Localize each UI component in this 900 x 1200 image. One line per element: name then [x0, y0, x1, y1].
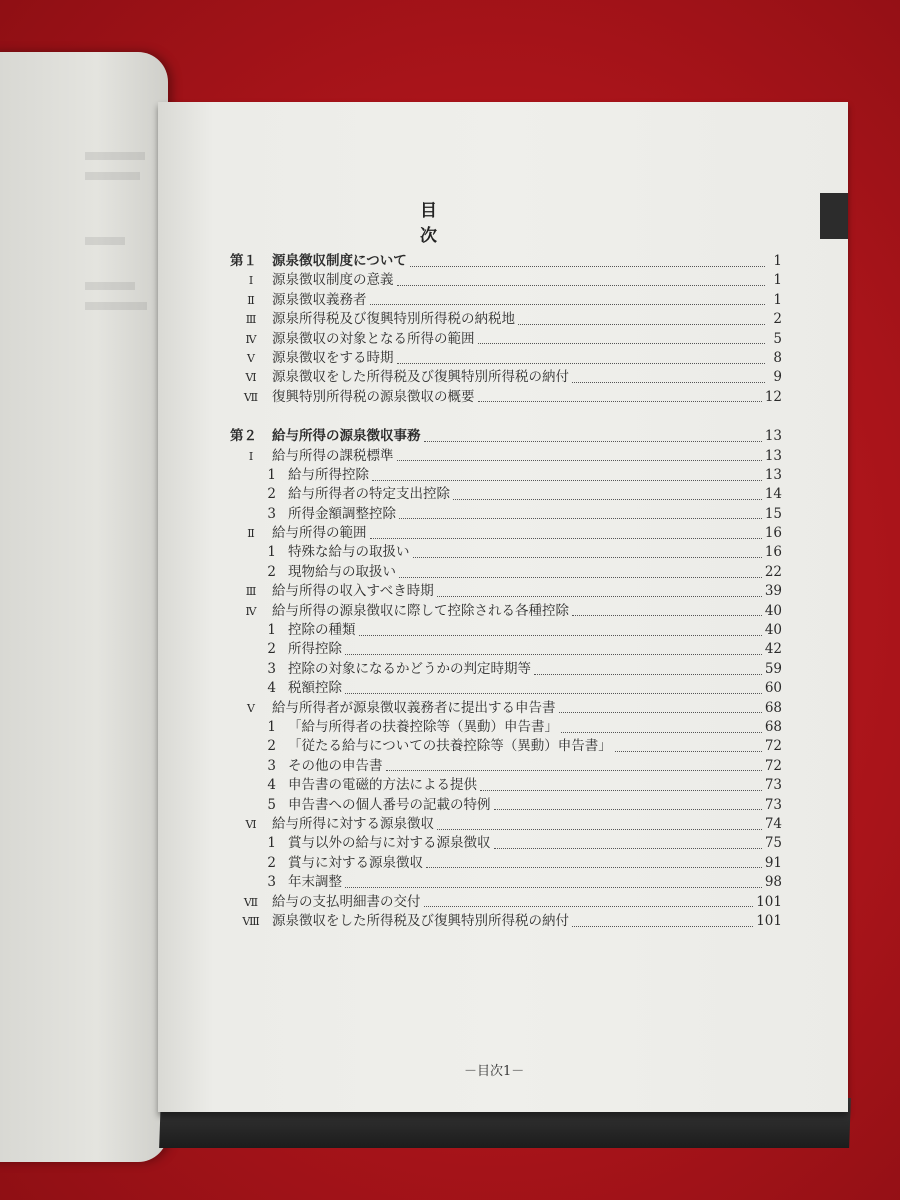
toc-entry	[230, 310, 782, 329]
toc-entry	[230, 796, 782, 815]
toc-entry-page: 16	[764, 544, 782, 561]
toc-entry-label	[230, 427, 421, 446]
toc-entry-text: 源泉徴収をした所得税及び復興特別所得税の納付	[272, 369, 569, 386]
toc-entry	[230, 330, 782, 349]
toc-entry-text: 控除の種類	[288, 622, 356, 639]
toc-leader-dots	[372, 471, 762, 481]
toc-leader-dots	[370, 295, 766, 305]
toc-leader-dots	[478, 334, 766, 344]
toc-entry-label	[230, 330, 475, 349]
toc-entry-label	[230, 834, 491, 853]
toc-entry-text: 給与所得の源泉徴収事務	[272, 428, 421, 445]
toc-entry-text: 賞与に対する源泉徴収	[288, 854, 423, 871]
toc-leader-dots	[561, 723, 762, 733]
toc-entry-page: 68	[764, 718, 782, 735]
toc-entry-text: 賞与以外の給与に対する源泉徴収	[288, 835, 491, 852]
toc-entry	[230, 466, 782, 485]
toc-entry-text: 給与所得の収入すべき時期	[272, 583, 434, 600]
toc-leader-dots	[437, 587, 762, 597]
toc-entry-label	[230, 873, 342, 892]
toc-entry-text: 「従たる給与についての扶養控除等（異動）申告書」	[288, 738, 612, 755]
toc-entry-number: Ⅵ	[245, 371, 257, 385]
bleed-through-line	[85, 152, 145, 160]
toc-entry-number: 4	[267, 777, 276, 794]
toc-entry-number: Ⅴ	[247, 701, 255, 715]
toc-entry-label	[230, 776, 477, 795]
toc-entry-number: 第１	[230, 253, 257, 269]
toc-entry-page: 101	[756, 912, 782, 929]
toc-entry	[230, 621, 782, 640]
toc-entry-number: 2	[267, 854, 276, 871]
toc-entry-number: Ⅱ	[247, 527, 255, 541]
toc-entry-page: 8	[773, 349, 782, 366]
toc-leader-dots	[345, 645, 762, 655]
toc-entry-page: 14	[764, 486, 782, 503]
toc-entry-number: 2	[267, 486, 276, 503]
toc-entry-text: 給与所得控除	[288, 466, 369, 483]
page-title: 目 次	[420, 201, 530, 246]
toc-entry	[230, 699, 782, 718]
toc-entry-number: Ⅲ	[245, 585, 257, 599]
toc-section	[230, 427, 782, 931]
toc-entry-text: 「給与所得者の扶養控除等（異動）申告書」	[288, 718, 558, 735]
toc-entry-page: 73	[764, 796, 782, 813]
toc-entry	[230, 679, 782, 698]
toc-leader-dots	[426, 858, 762, 868]
toc-entry-number: 3	[267, 660, 276, 677]
toc-entry-text: 給与所得に対する源泉徴収	[272, 815, 434, 832]
toc-leader-dots	[480, 781, 762, 791]
toc-entry	[230, 368, 782, 387]
bleed-through-line	[85, 172, 140, 180]
toc-leader-dots	[494, 800, 762, 810]
toc-entry-page: 59	[764, 660, 782, 677]
toc-entry-page: 22	[764, 563, 782, 580]
toc-entry	[230, 505, 782, 524]
toc-entry-number: 第２	[230, 428, 257, 445]
toc-entry-page: 1	[773, 272, 782, 289]
bleed-through-line	[85, 282, 135, 290]
toc-entry-label	[230, 368, 569, 387]
toc-entry-page: 2	[773, 311, 782, 328]
toc-entry-label	[230, 310, 515, 329]
toc-entry-text: 源泉徴収制度の意義	[272, 272, 394, 289]
toc-entry-text: 所得控除	[288, 641, 342, 658]
toc-entry-number: Ⅱ	[247, 293, 255, 307]
toc-leader-dots	[453, 490, 762, 500]
toc-entry	[230, 834, 782, 853]
toc-entry	[230, 252, 782, 271]
toc-entry-page: 42	[764, 641, 782, 658]
toc-entry	[230, 427, 782, 446]
toc-entry-text: 源泉徴収をした所得税及び復興特別所得税の納付	[272, 912, 569, 929]
toc-entry-text: 源泉徴収制度について	[272, 253, 407, 269]
toc-entry-label	[230, 485, 450, 504]
toc-entry	[230, 660, 782, 679]
toc-entry-number: 1	[267, 718, 276, 735]
toc-entry-number: Ⅴ	[247, 351, 255, 365]
toc-entry-page: 12	[764, 388, 782, 405]
toc-entry-page: 101	[756, 893, 782, 910]
toc-entry-label	[230, 505, 396, 524]
toc-leader-dots	[572, 606, 762, 616]
toc-entry-page: 13	[764, 466, 782, 483]
toc-entry-number: 3	[267, 505, 276, 522]
toc-leader-dots	[534, 665, 762, 675]
toc-entry	[230, 543, 782, 562]
toc-entry-number: 1	[267, 544, 276, 561]
toc-entry-number: Ⅶ	[243, 390, 259, 404]
toc-entry-label	[230, 796, 491, 815]
toc-entry-text: 所得金額調整控除	[288, 505, 396, 522]
toc-entry-text: 税額控除	[288, 680, 342, 697]
toc-entry	[230, 854, 782, 873]
toc-leader-dots	[559, 703, 762, 713]
toc-entry-label	[230, 815, 434, 834]
toc-leader-dots	[424, 432, 762, 442]
toc-entry-text: 給与所得の範囲	[272, 525, 367, 542]
toc-entry-number: Ⅷ	[242, 914, 260, 928]
toc-entry-page: 9	[773, 369, 782, 386]
toc-entry-number: 3	[267, 874, 276, 891]
toc-leader-dots	[386, 761, 762, 771]
toc-leader-dots	[572, 917, 753, 927]
toc-entry-label	[230, 466, 369, 485]
toc-entry	[230, 640, 782, 659]
toc-entry-number: Ⅰ	[248, 449, 254, 463]
toc-entry	[230, 563, 782, 582]
toc-leader-dots	[478, 392, 762, 402]
toc-entry-label	[230, 718, 558, 737]
toc-entry-number: 2	[267, 563, 276, 580]
toc-leader-dots	[345, 878, 762, 888]
toc-entry-text: 申告書の電磁的方法による提供	[288, 777, 477, 794]
toc-section	[230, 252, 782, 407]
toc-leader-dots	[437, 820, 762, 830]
toc-entry-page: 1	[773, 253, 782, 269]
toc-entry	[230, 873, 782, 892]
toc-entry-page: 13	[764, 447, 782, 464]
toc-entry	[230, 291, 782, 310]
toc-entry-text: 控除の対象になるかどうかの判定時期等	[288, 660, 531, 677]
toc-entry-text: 給与所得者が源泉徴収義務者に提出する申告書	[272, 699, 556, 716]
toc-entry-label	[230, 854, 423, 873]
toc-leader-dots	[397, 354, 766, 364]
toc-entry-label	[230, 640, 342, 659]
toc-entry-label	[230, 447, 394, 466]
toc-entry-label	[230, 524, 367, 543]
toc-entry-text: 給与の支払明細書の交付	[272, 893, 421, 910]
toc-leader-dots	[615, 742, 762, 752]
toc-entry-page: 75	[764, 835, 782, 852]
toc-leader-dots	[370, 529, 762, 539]
toc-entry-number: 1	[267, 466, 276, 483]
toc-entry	[230, 582, 782, 601]
bleed-through-line	[85, 302, 147, 310]
toc-entry-number: Ⅳ	[245, 604, 257, 618]
toc-entry-label	[230, 388, 475, 407]
left-page	[0, 52, 168, 1162]
toc-entry-number: Ⅲ	[245, 313, 257, 327]
toc-entry-text: 源泉徴収をする時期	[272, 349, 394, 366]
toc-leader-dots	[399, 509, 762, 519]
toc-entry-text: 源泉徴収義務者	[272, 291, 367, 308]
toc-entry-text: 復興特別所得税の源泉徴収の概要	[272, 388, 475, 405]
toc-entry-page: 73	[764, 777, 782, 794]
page-footer: －目次1－	[464, 1064, 525, 1079]
toc-entry-label	[230, 893, 421, 912]
toc-entry-text: 源泉所得税及び復興特別所得税の納税地	[272, 311, 515, 328]
toc-entry	[230, 602, 782, 621]
toc-entry-number: Ⅳ	[245, 332, 257, 346]
toc-entry-page: 74	[764, 815, 782, 832]
toc-entry-number: 2	[267, 738, 276, 755]
toc-leader-dots	[424, 897, 754, 907]
toc-entry-page: 5	[773, 330, 782, 347]
toc-entry-number: 5	[267, 796, 276, 813]
toc-entry-number: Ⅰ	[248, 274, 254, 288]
toc-leader-dots	[572, 373, 765, 383]
toc-entry-page: 15	[764, 505, 782, 522]
toc-entry	[230, 271, 782, 290]
toc-entry-page: 1	[773, 291, 782, 308]
toc-entry-text: 特殊な給与の取扱い	[288, 544, 410, 561]
toc-entry-label	[230, 912, 569, 931]
toc-entry-label	[230, 252, 407, 271]
toc-entry	[230, 388, 782, 407]
toc-entry-text: 給与所得の源泉徴収に際して控除される各種控除	[272, 602, 569, 619]
toc-entry-page: 68	[764, 699, 782, 716]
toc-entry-label	[230, 291, 367, 310]
toc-entry-text: 給与所得者の特定支出控除	[288, 486, 450, 503]
toc-entry-label	[230, 660, 531, 679]
toc-entry-text: 源泉徴収の対象となる所得の範囲	[272, 330, 475, 347]
toc-entry	[230, 757, 782, 776]
toc-leader-dots	[397, 276, 766, 286]
toc-entry-label	[230, 737, 612, 756]
toc-entry	[230, 485, 782, 504]
toc-entry-number: 1	[267, 622, 276, 639]
toc-entry-number: Ⅶ	[243, 895, 259, 909]
toc-entry-page: 39	[764, 583, 782, 600]
toc-entry-label	[230, 757, 383, 776]
toc-leader-dots	[345, 684, 762, 694]
toc-entry	[230, 893, 782, 912]
toc-entry-page: 60	[764, 680, 782, 697]
toc-entry-number: 3	[267, 757, 276, 774]
toc-entry-page: 72	[764, 738, 782, 755]
toc-leader-dots	[494, 839, 762, 849]
toc-leader-dots	[399, 568, 762, 578]
toc-entry-label	[230, 699, 556, 718]
toc-leader-dots	[518, 315, 765, 325]
index-tab-mark	[820, 193, 848, 239]
table-of-contents	[230, 252, 782, 951]
toc-entry-text: 年末調整	[288, 874, 342, 891]
toc-entry-page: 13	[764, 428, 782, 445]
bleed-through-line	[85, 237, 125, 245]
toc-entry-label	[230, 271, 394, 290]
toc-entry	[230, 349, 782, 368]
toc-entry	[230, 776, 782, 795]
toc-entry-label	[230, 582, 434, 601]
toc-entry	[230, 447, 782, 466]
toc-entry-label	[230, 349, 394, 368]
toc-entry-text: その他の申告書	[288, 757, 383, 774]
toc-entry-label	[230, 543, 410, 562]
toc-entry	[230, 815, 782, 834]
toc-entry-label	[230, 621, 356, 640]
toc-entry	[230, 524, 782, 543]
toc-entry-page: 91	[764, 854, 782, 871]
toc-entry	[230, 718, 782, 737]
toc-entry-number: Ⅵ	[245, 817, 257, 831]
toc-entry-page: 72	[764, 757, 782, 774]
toc-entry-label	[230, 679, 342, 698]
toc-leader-dots	[410, 257, 765, 267]
toc-entry	[230, 912, 782, 931]
toc-leader-dots	[397, 451, 762, 461]
toc-leader-dots	[413, 548, 762, 558]
toc-entry-page: 98	[764, 874, 782, 891]
toc-entry-page: 40	[764, 622, 782, 639]
toc-entry-number: 4	[267, 680, 276, 697]
toc-entry-page: 40	[764, 602, 782, 619]
toc-entry-number: 1	[267, 835, 276, 852]
toc-leader-dots	[359, 626, 762, 636]
toc-entry	[230, 737, 782, 756]
toc-entry-page: 16	[764, 525, 782, 542]
toc-entry-text: 申告書への個人番号の記載の特例	[288, 796, 491, 813]
toc-entry-text: 現物給与の取扱い	[288, 563, 396, 580]
toc-entry-label	[230, 602, 569, 621]
toc-entry-label	[230, 563, 396, 582]
toc-entry-text: 給与所得の課税標準	[272, 447, 394, 464]
toc-entry-number: 2	[267, 641, 276, 658]
